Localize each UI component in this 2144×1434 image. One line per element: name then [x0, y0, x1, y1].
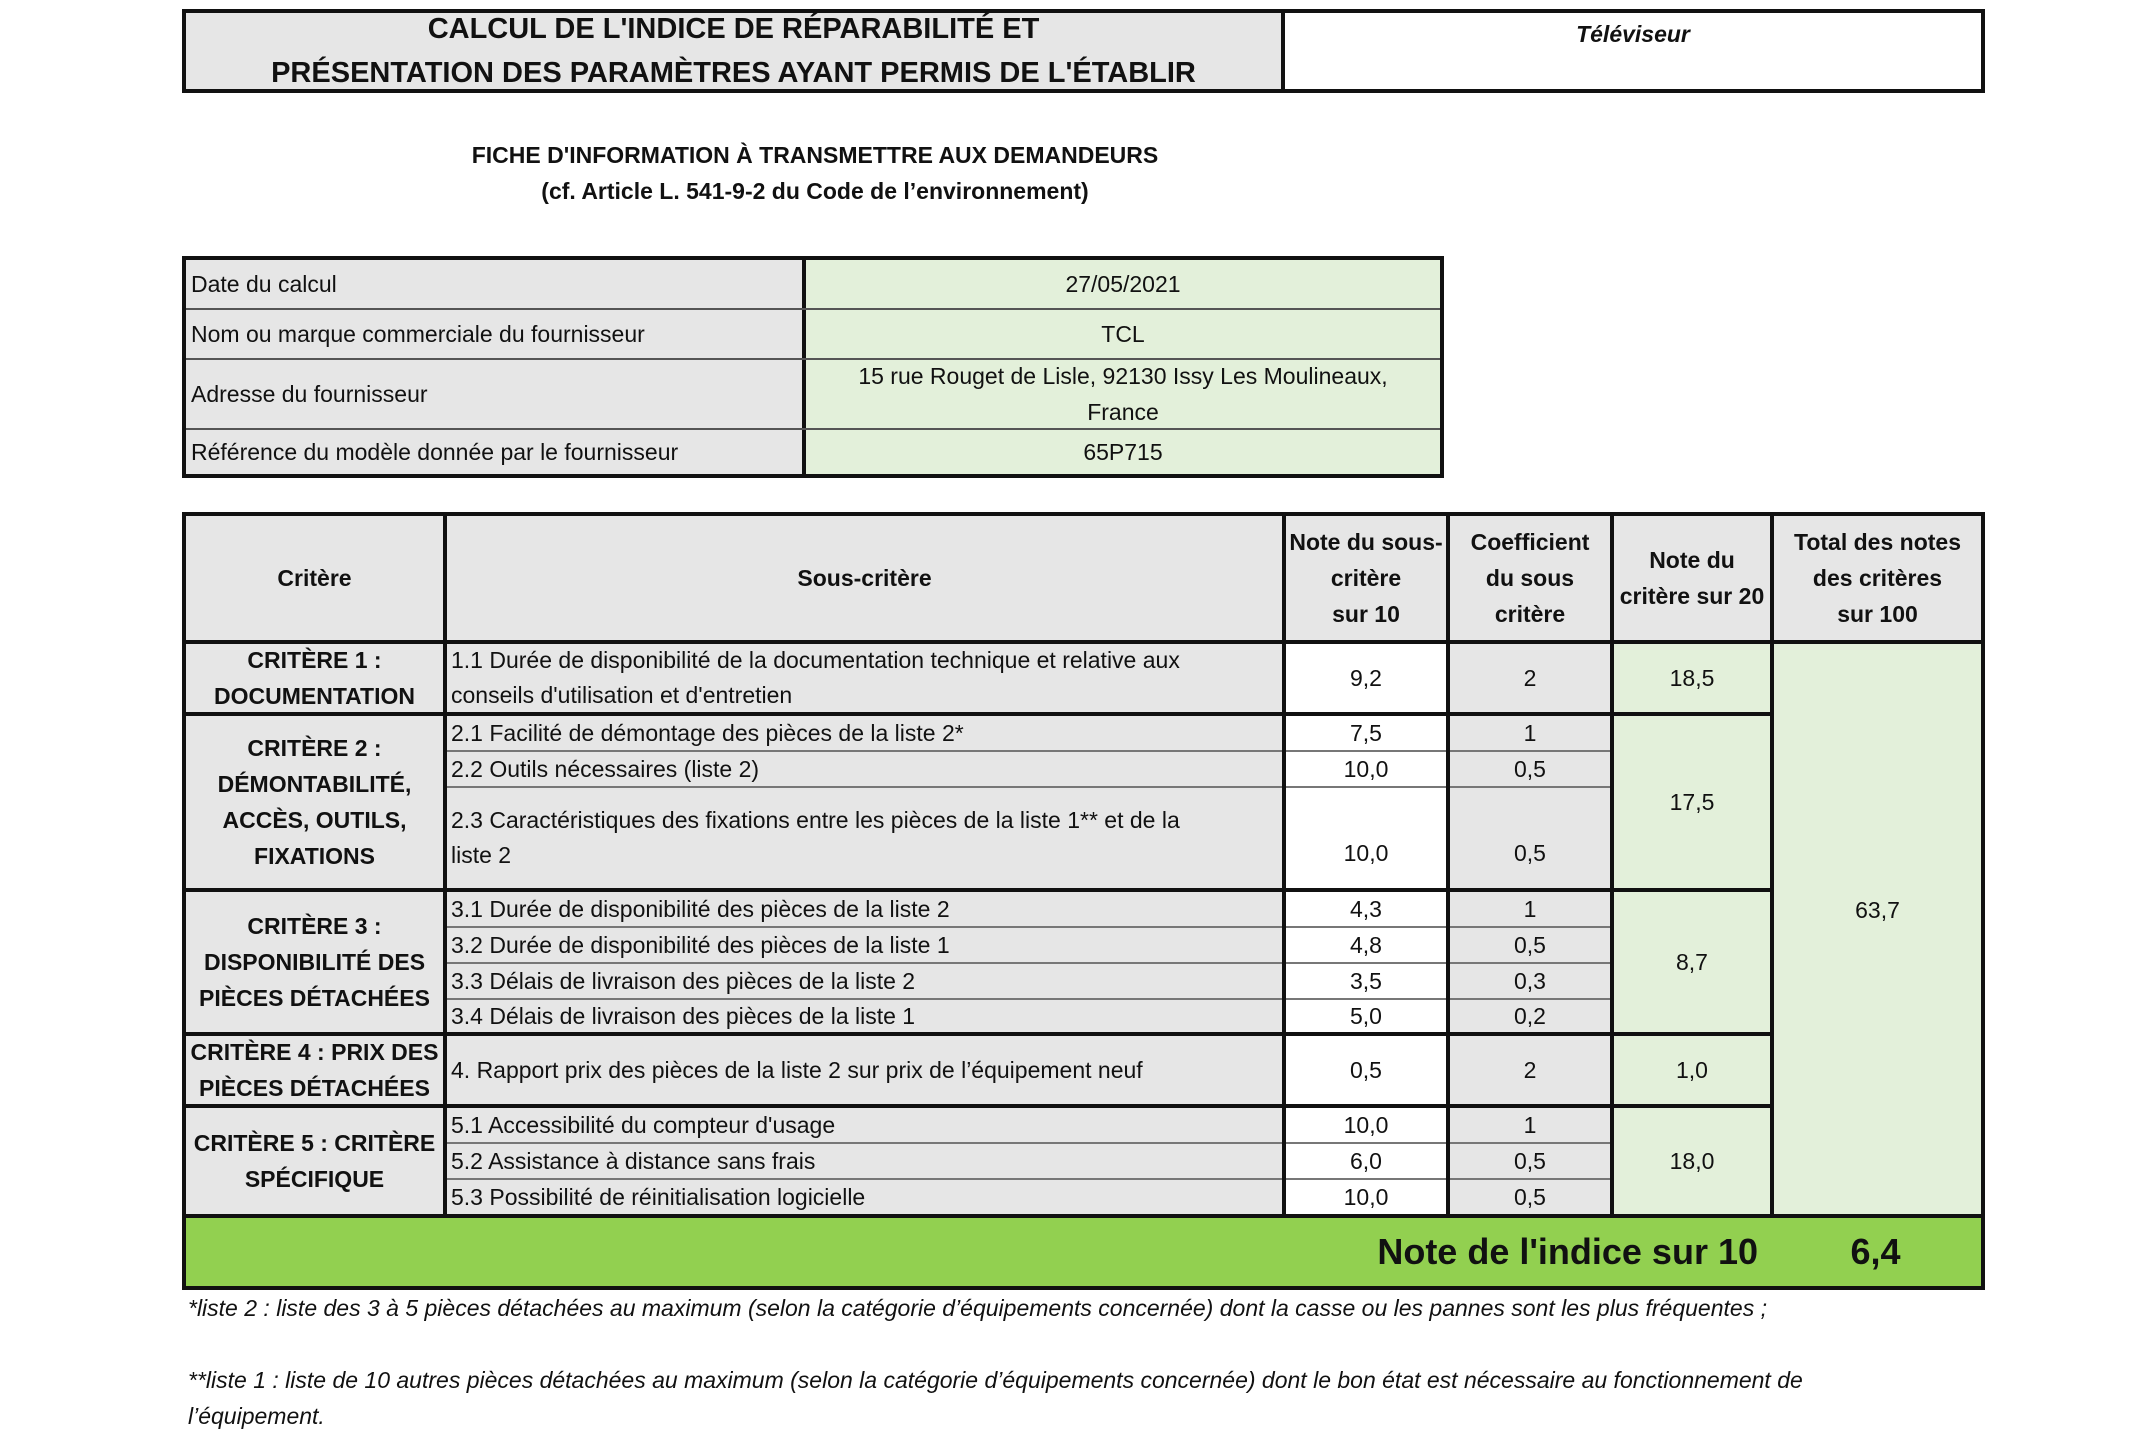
index-label: Note de l'indice sur 10: [1377, 1231, 1758, 1272]
criterion-2-name-line-2: DÉMONTABILITÉ,: [217, 771, 412, 797]
address-line-1: 15 rue Rouget de Lisle, 92130 Issy Les Moulineaux,: [858, 363, 1388, 389]
row-divider: [447, 786, 1610, 788]
note-3-1: 4,3: [1286, 892, 1446, 926]
criterion-4-score: 1,0: [1614, 1036, 1770, 1104]
subcriterion-1-1-line-2: conseils d'utilisation et d'entretien: [451, 682, 793, 708]
column-divider: [1446, 516, 1450, 1214]
footnote-liste-1-line-2: l’équipement.: [188, 1403, 325, 1429]
criterion-1-name-line-1: CRITÈRE 1 :: [247, 647, 382, 673]
subcriterion-2-3: [447, 788, 1282, 888]
subcriterion-3-4: 3.4 Délais de livraison des pièces de la liste 1: [447, 1000, 1282, 1032]
subcriterion-2-3-line-2: liste 2: [451, 842, 512, 868]
subheading-line-2: (cf. Article L. 541-9-2 du Code de l’environnement): [541, 178, 1089, 204]
row-divider: [447, 998, 1610, 1000]
criterion-5-score: 18,0: [1614, 1108, 1770, 1214]
criterion-4-name-line-1: CRITÈRE 4 : PRIX DES: [190, 1039, 439, 1065]
address-value: [806, 360, 1440, 428]
info-row-model: [186, 430, 1440, 474]
subcriterion-5-3: 5.3 Possibilité de réinitialisation logicielle: [447, 1180, 1282, 1214]
subcriterion-1-1-line-1: 1.1 Durée de disponibilité de la documentation technique et relative aux: [451, 647, 1180, 673]
coef-1-1: 2: [1450, 644, 1610, 712]
criterion-5-name-line-2: SPÉCIFIQUE: [244, 1166, 385, 1192]
model-value: 65P715: [806, 430, 1440, 474]
column-divider: [1282, 516, 1286, 1214]
criterion-1-score: 18,5: [1614, 644, 1770, 712]
footnote-liste-2: *liste 2 : liste des 3 à 5 pièces détachées au maximum (selon la catégorie d’équipements concernée) dont la casse ou les pannes sont les plus fréquentes ;: [188, 1295, 1767, 1321]
coef-2-3: 0,5: [1450, 788, 1610, 888]
info-row-address: [186, 360, 1440, 430]
header-total-line-2: des critères: [1812, 565, 1943, 591]
header-note-sous-line-2: critère: [1330, 565, 1402, 591]
repairability-table: [182, 512, 1985, 1290]
header-note-sous-critere: [1286, 516, 1446, 640]
brand-value: TCL: [806, 310, 1440, 358]
header-note-crit-line-2: critère sur 20: [1619, 583, 1765, 609]
subcriterion-5-2: 5.2 Assistance à distance sans frais: [447, 1144, 1282, 1178]
subcriterion-1-1: [447, 644, 1282, 712]
header-total: [1774, 516, 1981, 640]
criterion-2-score: 17,5: [1614, 716, 1770, 888]
header-total-line-1: Total des notes: [1794, 529, 1961, 555]
row-divider: [447, 750, 1610, 752]
header-note-sous-line-3: sur 10: [1332, 601, 1400, 627]
coef-2-2: 0,5: [1450, 752, 1610, 786]
address-line-2: France: [1087, 399, 1159, 425]
document-title: [186, 13, 1285, 89]
criterion-5-name: [186, 1108, 443, 1214]
column-divider: [443, 516, 447, 1214]
coef-5-3: 0,5: [1450, 1180, 1610, 1214]
brand-label: Nom ou marque commerciale du fournisseur: [186, 310, 806, 358]
model-label: Référence du modèle donnée par le fournisseur: [186, 430, 806, 474]
coef-5-1: 1: [1450, 1108, 1610, 1142]
subcriterion-3-1: 3.1 Durée de disponibilité des pièces de la liste 2: [447, 892, 1282, 926]
criterion-3-name-line-3: PIÈCES DÉTACHÉES: [199, 985, 430, 1011]
subcriterion-2-1: 2.1 Facilité de démontage des pièces de la liste 2*: [447, 716, 1282, 750]
address-label: Adresse du fournisseur: [186, 360, 806, 428]
product-category: Téléviseur: [1576, 21, 1690, 47]
criterion-3-name-line-2: DISPONIBILITÉ DES: [203, 949, 426, 975]
criterion-5-name-line-1: CRITÈRE 5 : CRITÈRE: [193, 1130, 436, 1156]
subcriterion-5-1: 5.1 Accessibilité du compteur d'usage: [447, 1108, 1282, 1142]
coef-3-1: 1: [1450, 892, 1610, 926]
criterion-2-name: [186, 716, 443, 888]
date-value: 27/05/2021: [806, 260, 1440, 308]
header-note-sous-line-1: Note du sous-: [1289, 529, 1443, 555]
note-3-2: 4,8: [1286, 928, 1446, 962]
title-line-1: CALCUL DE L'INDICE DE RÉPARABILITÉ ET: [427, 13, 1040, 45]
row-divider: [447, 1178, 1610, 1180]
coef-3-4: 0,2: [1450, 1000, 1610, 1032]
total-score: 63,7: [1774, 644, 1981, 1214]
criterion-4-name: [186, 1036, 443, 1104]
coef-4: 2: [1450, 1036, 1610, 1104]
header-total-line-3: sur 100: [1837, 601, 1918, 627]
column-divider: [1770, 516, 1774, 1286]
row-divider: [447, 926, 1610, 928]
header-coefficient: [1450, 516, 1610, 640]
coef-5-2: 0,5: [1450, 1144, 1610, 1178]
criterion-2-name-line-3: ACCÈS, OUTILS,: [222, 807, 407, 833]
row-divider: [447, 962, 1610, 964]
note-3-4: 5,0: [1286, 1000, 1446, 1032]
note-5-3: 10,0: [1286, 1180, 1446, 1214]
document-header: [182, 9, 1985, 93]
header-sous-critere: Sous-critère: [447, 516, 1282, 640]
header-note-critere: [1614, 516, 1770, 640]
note-4: 0,5: [1286, 1036, 1446, 1104]
coef-3-2: 0,5: [1450, 928, 1610, 962]
info-row-date: [186, 260, 1440, 310]
info-row-brand: [186, 310, 1440, 360]
note-5-2: 6,0: [1286, 1144, 1446, 1178]
note-1-1: 9,2: [1286, 644, 1446, 712]
column-divider: [1610, 516, 1614, 1214]
header-coef-line-3: critère: [1494, 601, 1566, 627]
note-2-3: 10,0: [1286, 788, 1446, 888]
subcriterion-2-3-line-1: 2.3 Caractéristiques des fixations entre les pièces de la liste 1** et de la: [451, 807, 1180, 833]
criterion-divider: [186, 1104, 1770, 1108]
footnote-liste-1-line-1: **liste 1 : liste de 10 autres pièces détachées au maximum (selon la catégorie d’équipements concernée) dont le bon état est nécessaire au fonctionnement de: [188, 1367, 1803, 1393]
coef-2-1: 1: [1450, 716, 1610, 750]
criterion-3-score: 8,7: [1614, 892, 1770, 1032]
subcriterion-2-2: 2.2 Outils nécessaires (liste 2): [447, 752, 1282, 786]
header-divider: [186, 640, 1981, 644]
criterion-1-name-line-2: DOCUMENTATION: [213, 683, 415, 709]
header-note-crit-line-1: Note du: [1649, 547, 1735, 573]
criterion-divider: [186, 712, 1770, 716]
note-2-1: 7,5: [1286, 716, 1446, 750]
index-value: 6,4: [1850, 1231, 1901, 1272]
criterion-2-name-line-4: FIXATIONS: [254, 843, 375, 869]
subheading-line-1: FICHE D'INFORMATION À TRANSMETTRE AUX DEMANDEURS: [471, 142, 1159, 168]
title-line-2: PRÉSENTATION DES PARAMÈTRES AYANT PERMIS DE L'ÉTABLIR: [271, 57, 1196, 89]
header-coef-line-1: Coefficient: [1470, 529, 1590, 555]
coef-3-3: 0,3: [1450, 964, 1610, 998]
header-coef-line-2: du sous: [1485, 565, 1575, 591]
note-5-1: 10,0: [1286, 1108, 1446, 1142]
supplier-info-table: [182, 256, 1444, 478]
footnote-liste-1: [188, 1362, 1948, 1434]
date-label: Date du calcul: [186, 260, 806, 308]
note-3-3: 3,5: [1286, 964, 1446, 998]
criterion-3-name-line-1: CRITÈRE 3 :: [247, 913, 382, 939]
criterion-divider: [186, 1032, 1770, 1036]
note-2-2: 10,0: [1286, 752, 1446, 786]
criterion-4-name-line-2: PIÈCES DÉTACHÉES: [199, 1075, 430, 1101]
criterion-3-name: [186, 892, 443, 1032]
criterion-1-name: [186, 644, 443, 712]
row-divider: [447, 1142, 1610, 1144]
subcriterion-3-3: 3.3 Délais de livraison des pièces de la liste 2: [447, 964, 1282, 998]
criterion-2-name-line-1: CRITÈRE 2 :: [247, 735, 382, 761]
header-critere: Critère: [186, 516, 443, 640]
subcriterion-3-2: 3.2 Durée de disponibilité des pièces de la liste 1: [447, 928, 1282, 962]
subcriterion-4: 4. Rapport prix des pièces de la liste 2 sur prix de l’équipement neuf: [447, 1036, 1282, 1104]
criterion-divider: [186, 888, 1770, 892]
